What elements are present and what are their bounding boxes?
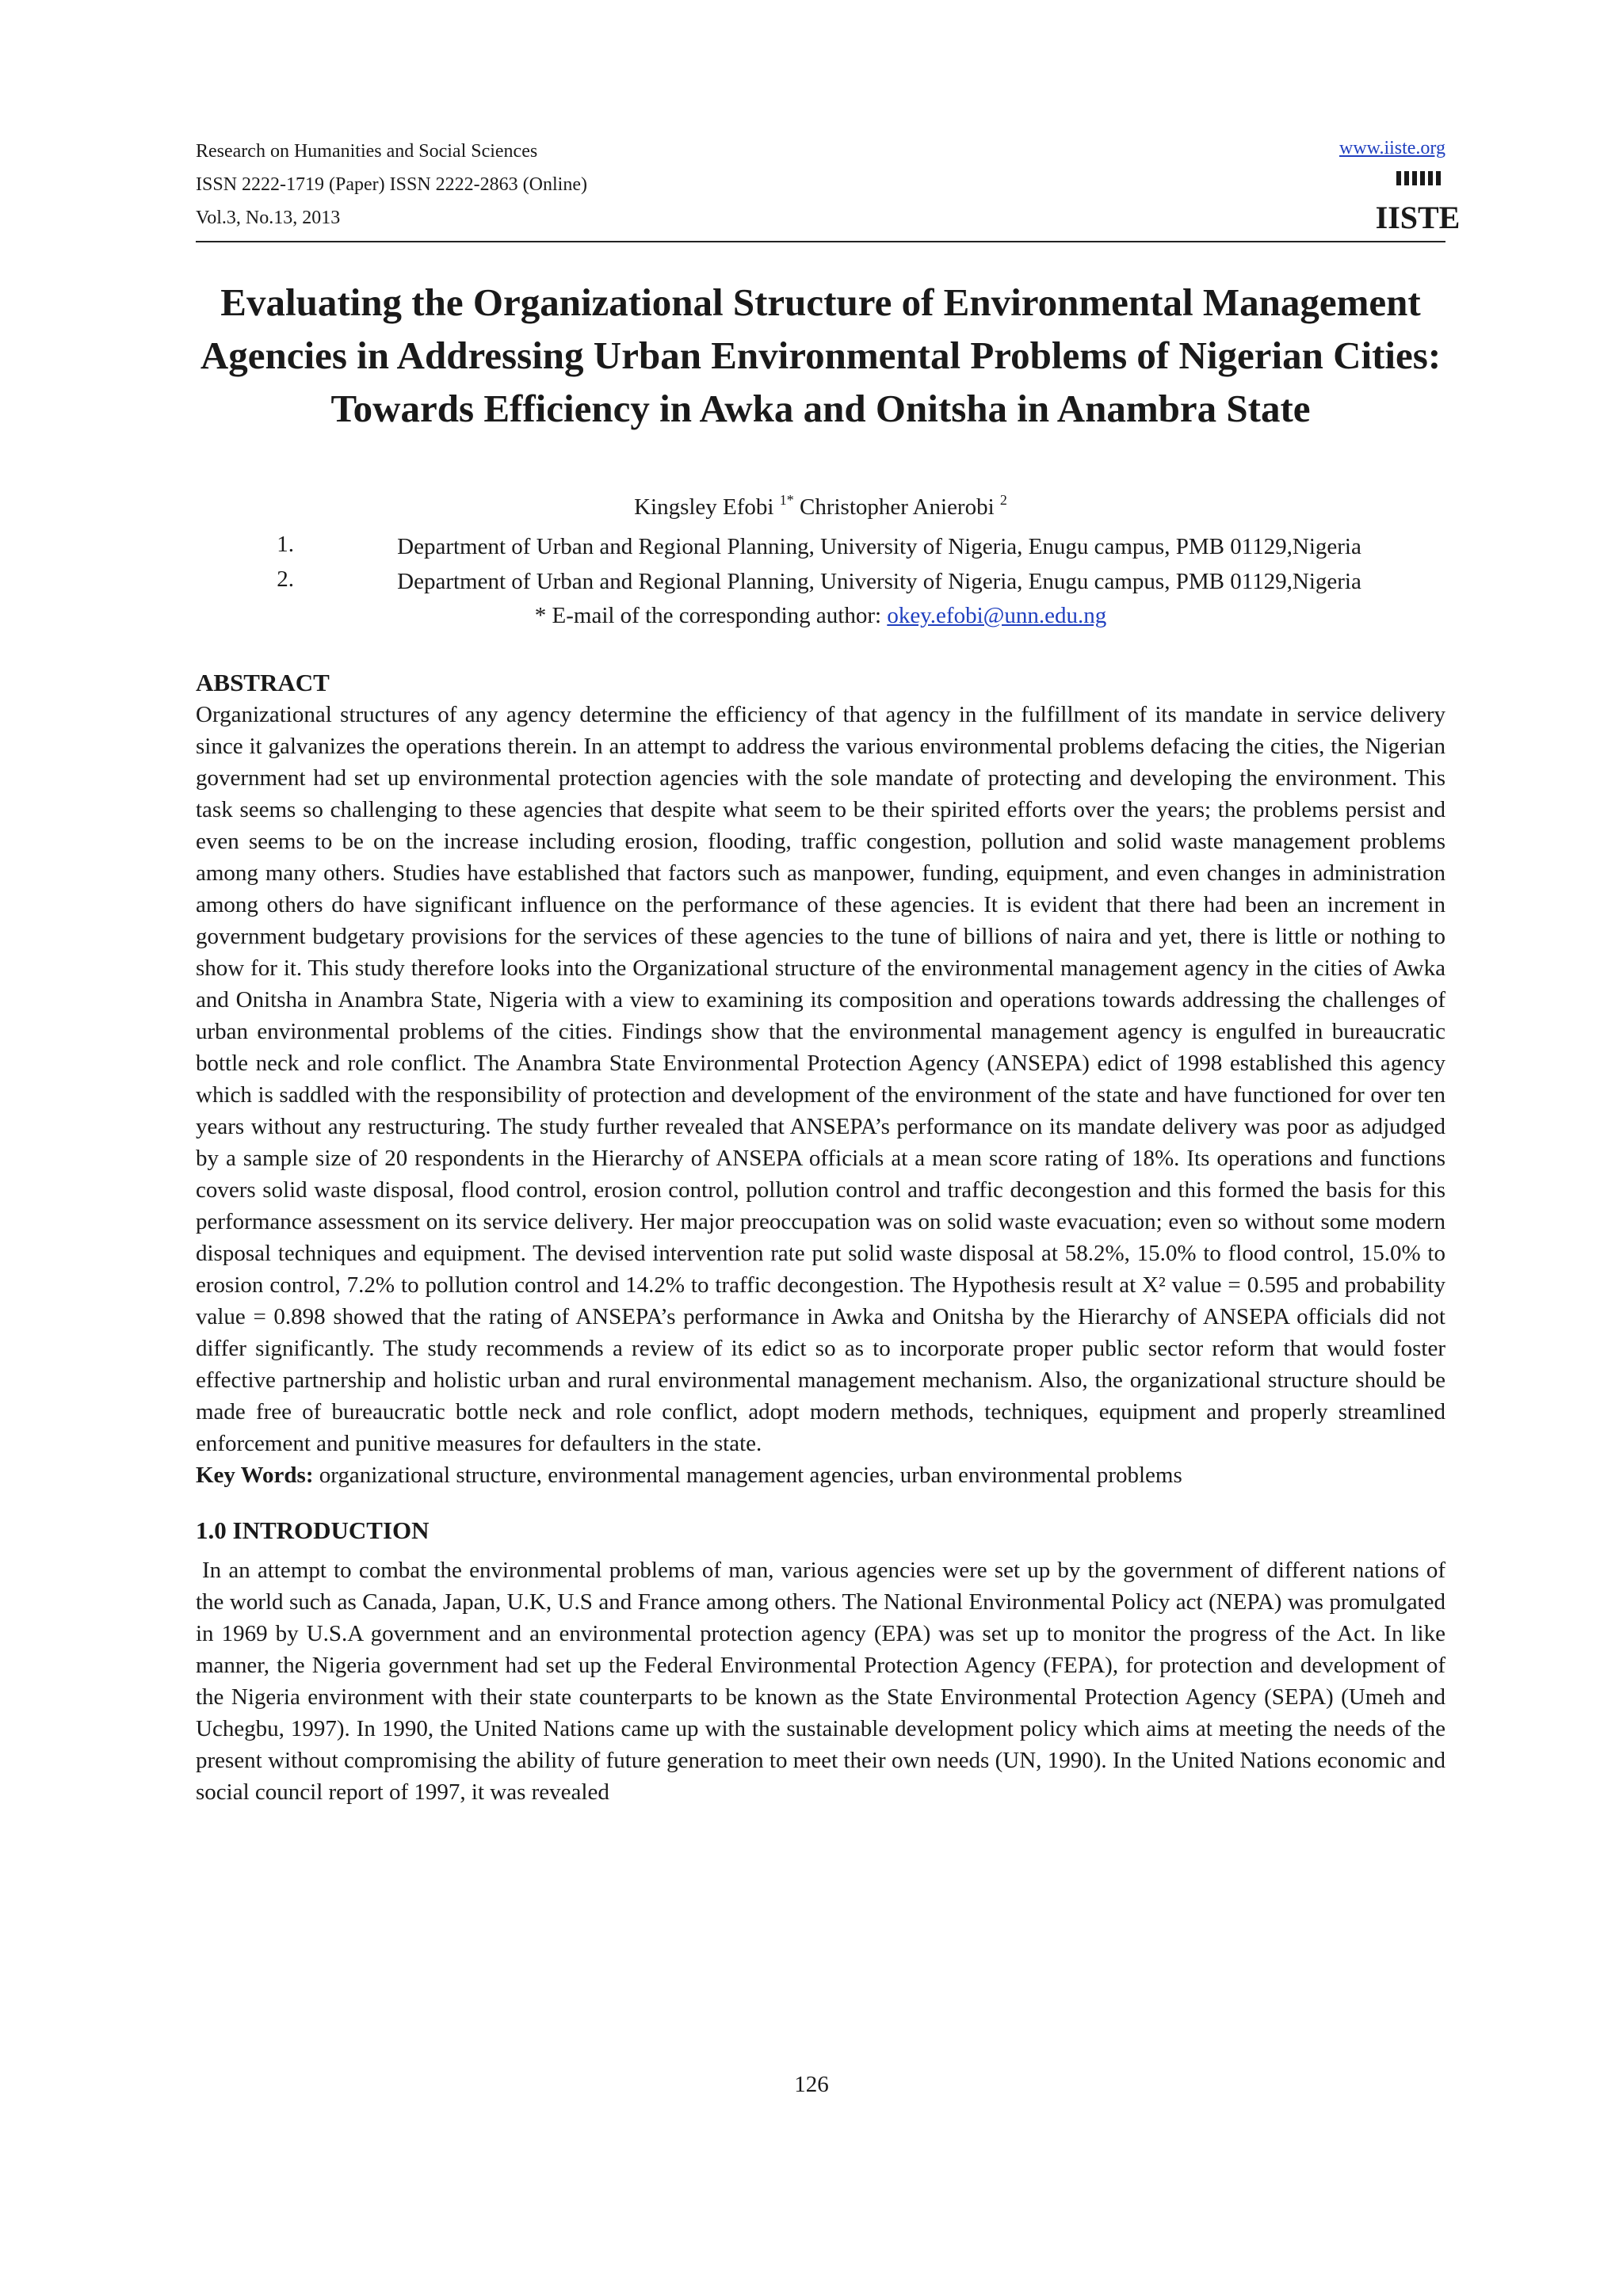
affiliation-text: Department of Urban and Regional Planning, University of Nigeria, Enugu campus, PMB 01129,Nigeria [397,534,1361,559]
email-link[interactable]: okey.efobi@unn.edu.ng [887,603,1107,628]
affiliation-item [196,532,1445,562]
author-2-marker: 2 [999,492,1007,508]
keywords [196,1459,1445,1491]
affiliation-item [196,566,1445,597]
abstract-heading: ABSTRACT [196,669,330,696]
issn-line: ISSN 2222-1719 (Paper) ISSN 2222-2863 (Online) [196,174,587,195]
keywords-text: organizational structure, environmental management agencies, urban environmental problems [319,1463,1182,1488]
affiliation-number: 2. [277,566,294,592]
author-line [196,492,1445,521]
email-label: * E-mail of the corresponding author: [534,603,882,628]
paper-page [196,135,1461,1808]
paper-title: Evaluating the Organizational Structure of Environmental Management Agencies in Addressing Urban Environmental Problems of Nigerian Cities: Towards Efficiency in Awka and Onitsha in Anambra State [200,280,1442,430]
introduction-text: In an attempt to combat the environmental problems of man, various agencies were set up by the government of different nations of the world such as Canada, Japan, U.K, U.S and France among others. The National Environmental Policy act (NEPA) was promulgated in 1969 by U.S.A government and an environmental protection agency (EPA) was set up to monitor the progress of the Act. In like manner, the Nigeria government had set up the Federal Environmental Protection Agency (FEPA), for protection and development of the Nigeria environment with their state counterparts to be known as the State Environmental Protection Agency (SEPA) (Umeh and Uchegbu, 1997). In 1990, the United Nations came up with the sustainable development policy which aims at meeting the needs of the present without compromising the ability of future generation to meet their own needs (UN, 1990). In the United Nations economic and social council report of 1997, it was revealed [196,1558,1445,1805]
author-1-marker: 1* [779,492,794,508]
corresponding-email [196,603,1445,629]
volume-line: Vol.3, No.13, 2013 [196,208,341,228]
author-1-name: Kingsley Efobi [634,494,774,520]
journal-name: Research on Humanities and Social Sciences [196,141,538,162]
introduction-heading: 1.0 INTRODUCTION [196,1516,430,1544]
abstract-text: Organizational structures of any agency determine the efficiency of that agency in the fulfillment of its mandate in service delivery since it galvanizes the operations therein. In an attempt to address the various environmental problems defacing the cities, the Nigerian government had set up environmental protection agencies with the sole mandate of protecting and developing the environment. This task seems so challenging to these agencies that despite what seem to be their spirited efforts over the years; the problems persist and even seems to be on the increase including erosion, flooding, traffic congestion, pollution and solid waste management problems among many others. Studies have established that factors such as manpower, funding, equipment, and even changes in administration among others do have significant influence on the performance of these agencies. It is evident that there had been an increment in government budgetary provisions for the services of these agencies to the tune of billions of naira and yet, there is little or nothing to show for it. This study therefore looks into the Organizational structure of the environmental management agency in the cities of Awka and Onitsha in Anambra State, Nigeria with a view to examining its composition and operations towards addressing the challenges of urban environmental problems of the cities. Findings show that the environmental management agency is engulfed in bureaucratic bottle neck and role conflict. The Anambra State Environmental Protection Agency (ANSEPA) edict of 1998 established this agency which is saddled with the responsibility of protection and development of the environment of the state and have functioned for over ten years without any restructuring. The study further revealed that ANSEPA’s performance on its mandate delivery was poor as adjudged by a sample size of 20 respondents in the Hierarchy of ANSEPA officials at a mean score rating of 18%. Its operations and functions covers solid waste disposal, flood control, erosion control, pollution control and traffic decongestion and this formed the basis for this performance assessment on its service delivery. Her major preoccupation was on solid waste evacuation; even so without some modern disposal techniques and equipment. The devised intervention rate put solid waste disposal at 58.2%, 15.0% to flood control, 15.0% to erosion control, 7.2% to pollution control and 14.2% to traffic decongestion. The Hypothesis result at X² value = 0.595 and probability value = 0.898 showed that the rating of ANSEPA’s performance in Awka and Onitsha by the Hierarchy of ANSEPA officials did not differ significantly. The study recommends a review of its edict so as to incorporate proper public sector reform that would foster effective partnership and holistic urban and rural environmental management mechanism. Also, the organizational structure should be made free of bureaucratic bottle neck and role conflict, adopt modern methods, techniques, equipment and properly streamlined enforcement and punitive measures for defaulters in the state. [196,702,1445,1456]
page-number: 126 [794,2072,829,2097]
header-left [196,135,1445,235]
affiliation-number: 1. [277,532,294,557]
keywords-label: Key Words: [196,1463,314,1488]
author-2-name: Christopher Anierobi [799,494,995,520]
running-header [196,135,1461,242]
affiliation-text: Department of Urban and Regional Planning, University of Nigeria, Enugu campus, PMB 01129,Nigeria [397,569,1361,594]
affiliation-list [196,532,1445,597]
iiste-logo-icon [1375,170,1461,235]
svg-text:IISTE: IISTE [1375,200,1461,235]
journal-url-link[interactable]: www.iiste.org [1339,138,1445,158]
